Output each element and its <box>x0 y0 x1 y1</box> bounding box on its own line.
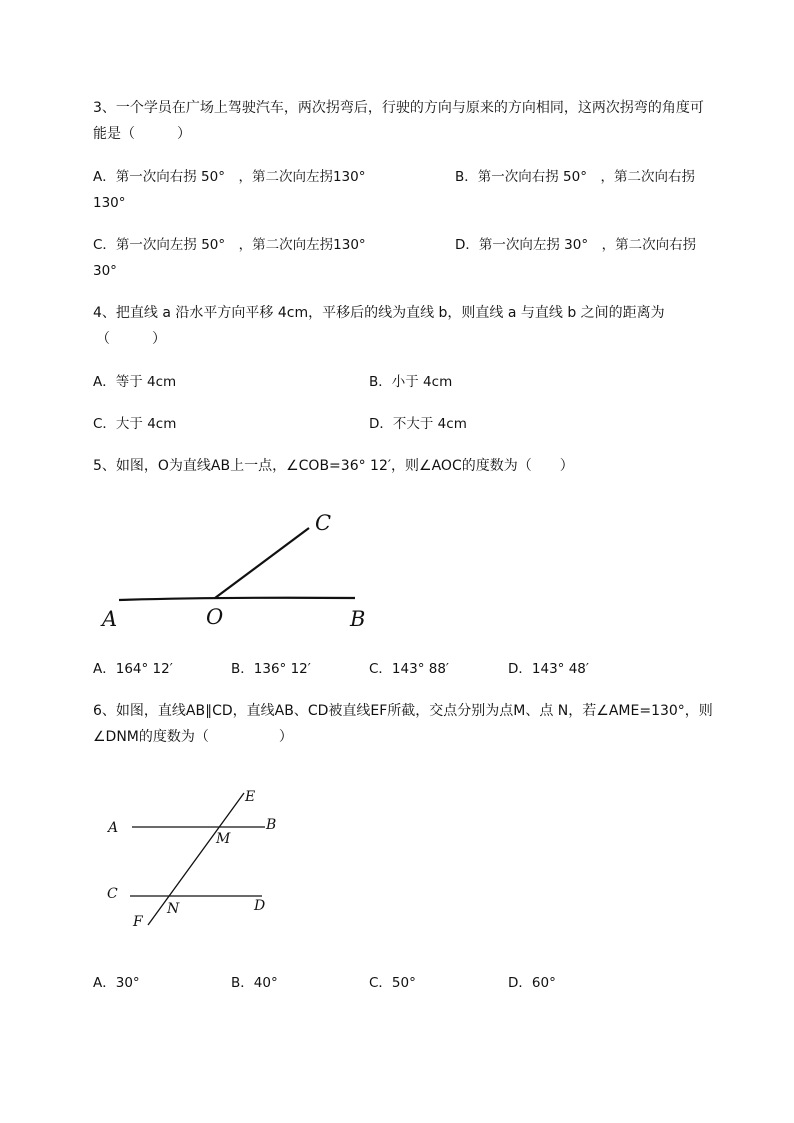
q3-option-a: A．第一次向右拐 50° ，第二次向左拐130° <box>93 169 366 185</box>
q3-stem-line1: 3、一个学员在广场上驾驶汽车，两次拐弯后，行驶的方向与原来的方向相同，这两次拐弯的角度可 <box>93 100 704 116</box>
label-a: A <box>108 820 119 836</box>
line-ab <box>119 598 355 600</box>
label-o: O <box>206 605 224 629</box>
label-f: F <box>133 914 143 930</box>
label-c: C <box>107 886 118 902</box>
q4-option-b: B．小于 4cm <box>369 374 453 390</box>
q6-option-c: C．50° <box>369 975 416 991</box>
label-a: A <box>102 607 118 631</box>
q5-option-b: B．136° 12′ <box>231 661 311 677</box>
label-b: B <box>266 817 277 833</box>
line-ef <box>148 793 244 925</box>
label-c: C <box>315 511 332 535</box>
q6-stem-line2: ∠DNM的度数为（ ） <box>93 729 293 745</box>
q3-option-b: B．第一次向右拐 50° ，第二次向右拐 <box>455 169 695 185</box>
q4-option-a: A．等于 4cm <box>93 374 177 390</box>
ray-oc <box>215 528 309 598</box>
q5-stem: 5、如图，O为直线AB上一点，∠COB=36° 12′，则∠AOC的度数为（ ） <box>93 458 574 474</box>
q3-stem-line2: 能是（ ） <box>93 126 191 142</box>
q3-option-b-cont: 130° <box>93 195 126 211</box>
q3-option-c: C．第一次向左拐 50° ，第二次向左拐130° <box>93 237 366 253</box>
q4-option-c: C．大于 4cm <box>93 416 177 432</box>
label-m: M <box>216 831 231 847</box>
q5-figure <box>95 500 385 640</box>
q4-stem-line2: （ ） <box>96 331 166 347</box>
q6-figure <box>100 785 290 935</box>
label-e: E <box>245 789 256 805</box>
q6-stem-line1: 6、如图，直线AB∥CD，直线AB、CD被直线EF所截，交点分别为点M、点 N，若∠AME=130°，则 <box>93 703 713 719</box>
q5-option-c: C．143° 88′ <box>369 661 449 677</box>
q6-option-d: D．60° <box>508 975 556 991</box>
label-b: B <box>350 607 366 631</box>
q4-option-d: D．不大于 4cm <box>369 416 467 432</box>
q3-option-d: D．第一次向左拐 30° ，第二次向右拐 <box>455 237 697 253</box>
label-d: D <box>254 898 266 914</box>
q5-option-a: A．164° 12′ <box>93 661 173 677</box>
label-n: N <box>167 901 180 917</box>
q6-option-b: B．40° <box>231 975 278 991</box>
q6-option-a: A．30° <box>93 975 140 991</box>
q4-stem-line1: 4、把直线 a 沿水平方向平移 4cm，平移后的线为直线 b，则直线 a 与直线 b 之间的距离为 <box>93 305 665 321</box>
q5-option-d: D．143° 48′ <box>508 661 589 677</box>
q3-option-d-cont: 30° <box>93 263 117 279</box>
